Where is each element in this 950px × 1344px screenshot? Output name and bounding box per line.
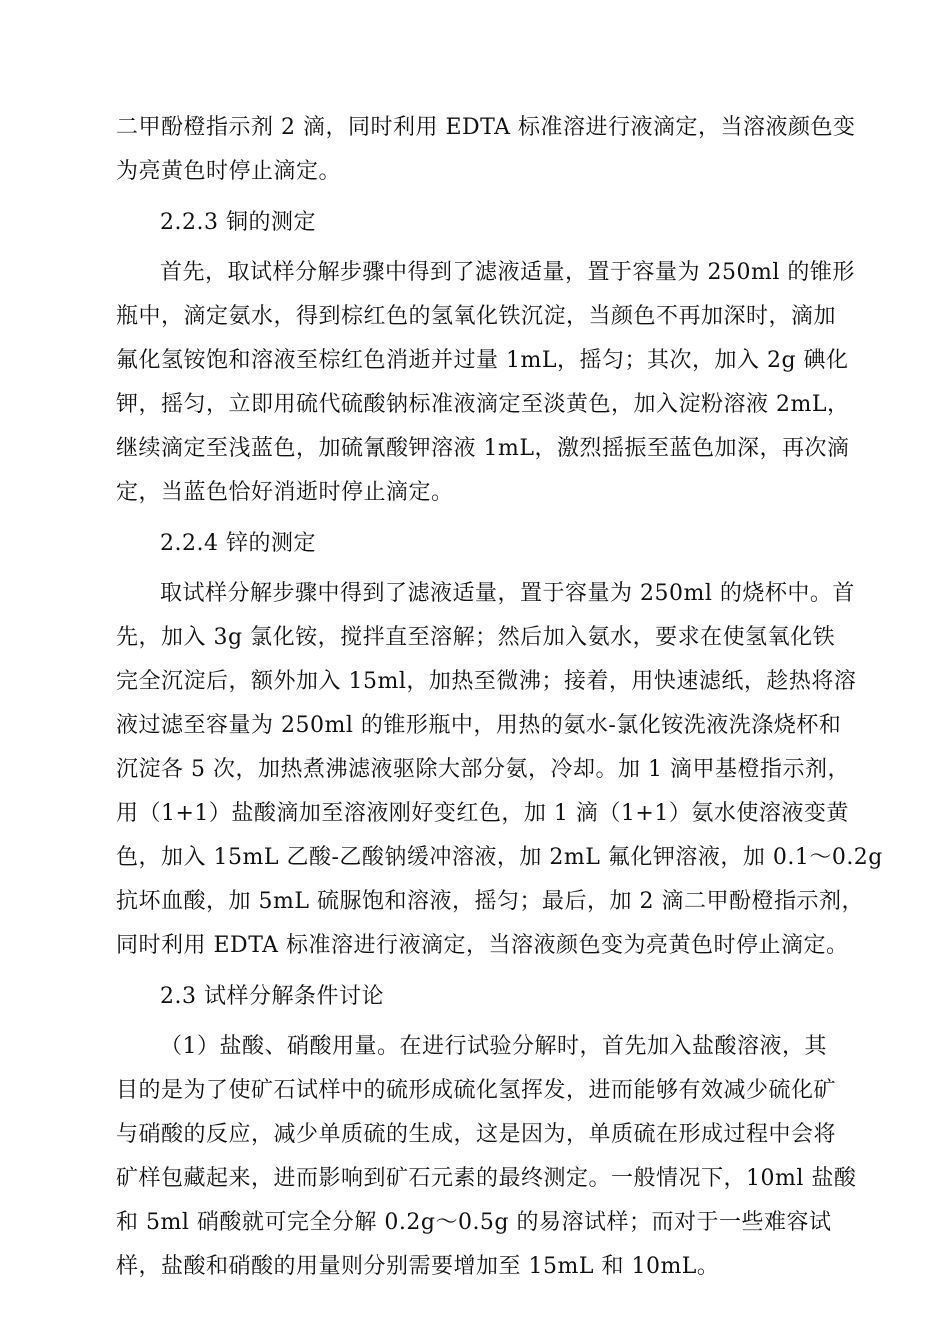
text-line: 矿样包藏起来，进而影响到矿石元素的最终测定。一般情况下，10ml 盐酸 <box>116 1166 857 1191</box>
text-line: 同时利用 EDTA 标准溶进行液滴定，当溶液颜色变为亮黄色时停止滴定。 <box>116 933 849 958</box>
text-line: 取试样分解步骤中得到了滤液适量，置于容量为 250ml 的烧杯中。首 <box>160 581 855 606</box>
text-line: 完全沉淀后，额外加入 15ml，加热至微沸；接着，用快速滤纸，趁热将溶 <box>116 669 857 694</box>
text-line: 和 5ml 硝酸就可完全分解 0.2g～0.5g 的易溶试样；而对于一些难容试 <box>116 1210 832 1235</box>
section-heading-2-3: 2.3 试样分解条件讨论 <box>160 984 384 1009</box>
text-line: 定，当蓝色恰好消逝时停止滴定。 <box>116 480 454 505</box>
text-line: 继续滴定至浅蓝色，加硫氰酸钾溶液 1mL，激烈摇振至蓝色加深，再次滴 <box>116 436 850 461</box>
text-line: 沉淀各 5 次，加热煮沸滤液驱除大部分氨，冷却。加 1 滴甲基橙指示剂， <box>116 757 850 782</box>
text-line: 色，加入 15mL 乙酸-乙酸钠缓冲溶液，加 2mL 氟化钾溶液，加 0.1～0.2g <box>116 845 883 870</box>
section-heading-2-2-3: 2.2.3 铜的测定 <box>160 210 316 235</box>
text-line: 氟化氢铵饱和溶液至棕红色消逝并过量 1mL，摇匀；其次，加入 2g 碘化 <box>116 348 849 373</box>
text-line: 目的是为了使矿石试样中的硫形成硫化氢挥发，进而能够有效减少硫化矿 <box>116 1078 837 1103</box>
text-line: 先，加入 3g 氯化铵，搅拌直至溶解；然后加入氨水，要求在使氢氧化铁 <box>116 625 836 650</box>
text-line: 瓶中，滴定氨水，得到棕红色的氢氧化铁沉淀，当颜色不再加深时，滴加 <box>116 304 837 329</box>
text-line: 样，盐酸和硝酸的用量则分别需要增加至 15mL 和 10mL。 <box>116 1254 720 1279</box>
text-line: 首先，取试样分解步骤中得到了滤液适量，置于容量为 250ml 的锥形 <box>160 260 855 285</box>
text-line: 二甲酚橙指示剂 2 滴，同时利用 EDTA 标准溶进行液滴定，当溶液颜色变 <box>116 115 856 140</box>
text-line: 与硝酸的反应，减少单质硫的生成，这是因为，单质硫在形成过程中会将 <box>116 1122 837 1147</box>
text-line: 用（1+1）盐酸滴加至溶液刚好变红色，加 1 滴（1+1）氨水使溶液变黄 <box>116 801 849 826</box>
text-line: 液过滤至容量为 250ml 的锥形瓶中，用热的氨水-氯化铵洗液洗涤烧杯和 <box>116 713 842 738</box>
section-heading-2-2-4: 2.2.4 锌的测定 <box>160 531 316 556</box>
text-line: （1）盐酸、硝酸用量。在进行试验分解时，首先加入盐酸溶液，其 <box>160 1034 827 1059</box>
text-line: 抗坏血酸，加 5mL 硫脲饱和溶液，摇匀；最后，加 2 滴二甲酚橙指示剂， <box>116 889 864 914</box>
text-line: 钾，摇匀，立即用硫代硫酸钠标准液滴定至淡黄色，加入淀粉溶液 2mL， <box>116 392 850 417</box>
text-line: 为亮黄色时停止滴定。 <box>116 159 342 184</box>
